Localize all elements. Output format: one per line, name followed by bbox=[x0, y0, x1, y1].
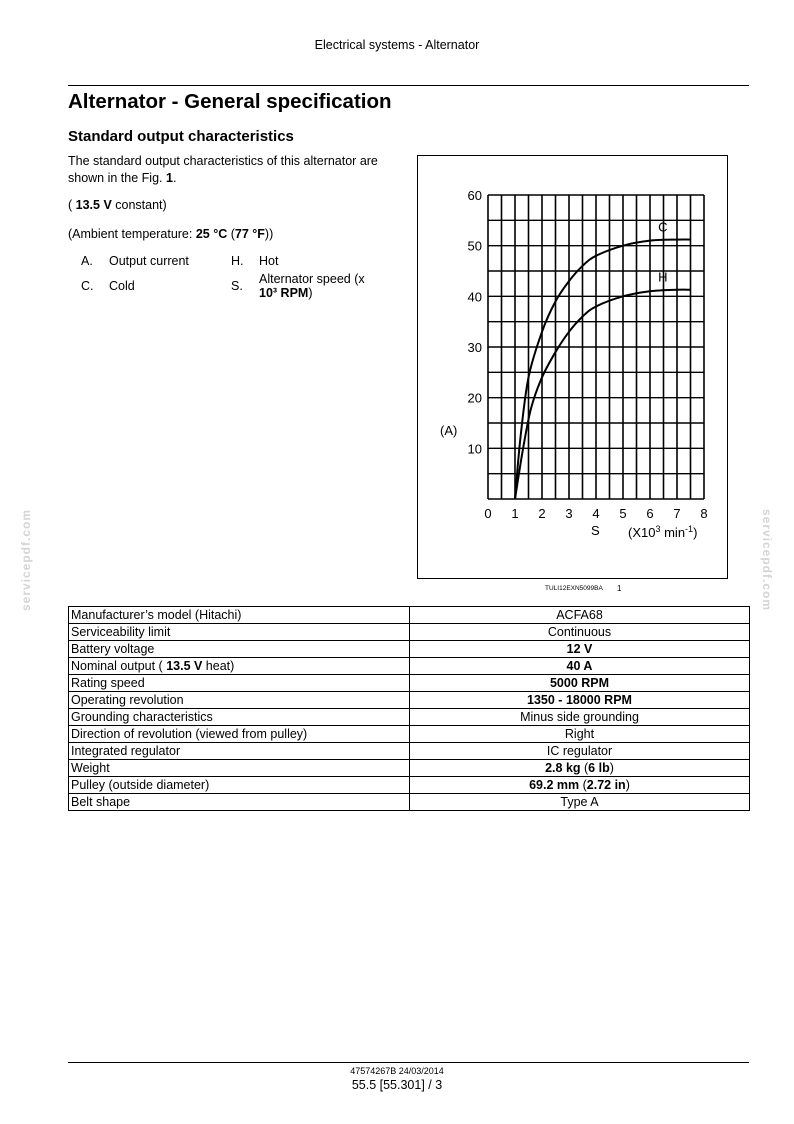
voltage-note-pre: ( bbox=[68, 198, 76, 212]
spec-value-bold: 40 A bbox=[566, 658, 593, 673]
y-tick-label: 60 bbox=[467, 188, 482, 203]
figure-frame bbox=[417, 155, 728, 579]
voltage-note bbox=[68, 198, 167, 212]
spec-table bbox=[68, 606, 750, 811]
legend-key-a: A. bbox=[81, 254, 93, 268]
y-tick-label: 40 bbox=[467, 289, 482, 305]
temp-fahrenheit: 77 °F bbox=[234, 227, 265, 241]
spec-value bbox=[410, 658, 750, 675]
page-title: Alternator - General specification bbox=[68, 90, 392, 113]
spec-value-end: ) bbox=[609, 760, 614, 775]
spec-value bbox=[410, 777, 750, 794]
x-axis-unit-label: ($X10^3$ $\min^{-1}$) bbox=[628, 524, 698, 540]
temp-note-pre: (Ambient temperature: bbox=[68, 227, 196, 241]
output-chart bbox=[418, 156, 727, 578]
legend-key-c: C. bbox=[81, 279, 94, 293]
temp-note-post: )) bbox=[264, 227, 274, 241]
spec-value: Minus side grounding bbox=[410, 709, 750, 726]
table-row bbox=[69, 607, 750, 624]
x-tick-label: 7 bbox=[673, 506, 681, 521]
spec-value-metric: 2.8 kg bbox=[545, 760, 581, 775]
legend-label-s-text: Alternator speed (x bbox=[259, 272, 365, 286]
table-row bbox=[69, 760, 750, 777]
x-tick-label: 1 bbox=[511, 506, 519, 521]
spec-value-imperial: 2.72 in bbox=[586, 777, 626, 792]
spec-value: Continuous bbox=[410, 624, 750, 641]
watermark-left: servicepdf.com bbox=[19, 508, 33, 612]
x-tick-labels bbox=[484, 506, 707, 521]
spec-label-post: heat) bbox=[202, 658, 235, 673]
table-row bbox=[69, 624, 750, 641]
legend-label-s-unit: 10³ RPM bbox=[259, 286, 309, 300]
voltage-value: 13.5 V bbox=[75, 198, 112, 212]
x-tick-label: 5 bbox=[619, 506, 627, 521]
spec-value: Type A bbox=[410, 794, 750, 811]
spec-label-bold: 13.5 V bbox=[166, 658, 203, 673]
top-rule bbox=[68, 85, 749, 86]
x-tick-label: 3 bbox=[565, 506, 573, 521]
spec-value bbox=[410, 675, 750, 692]
x-tick-label: 8 bbox=[700, 506, 708, 521]
legend-key-s: S. bbox=[231, 279, 243, 293]
spec-label-pre: Nominal output ( bbox=[71, 658, 167, 673]
y-axis-label: (A) bbox=[440, 423, 458, 438]
bottom-rule bbox=[68, 1062, 749, 1063]
y-tick-labels bbox=[468, 188, 482, 456]
spec-value: IC regulator bbox=[410, 743, 750, 760]
x-tick-label: 0 bbox=[484, 506, 492, 521]
table-row bbox=[69, 641, 750, 658]
figure-reference: TULI12EXN5099BA bbox=[545, 585, 603, 592]
spec-value-sep: ( bbox=[579, 777, 587, 792]
temp-note-mid: ( bbox=[227, 227, 235, 241]
spec-value bbox=[410, 760, 750, 777]
spec-label: Pulley (outside diameter) bbox=[69, 777, 410, 794]
temperature-note bbox=[68, 227, 273, 241]
y-tick-label: 50 bbox=[467, 238, 482, 254]
spec-value-end: ) bbox=[625, 777, 630, 792]
section-title: Standard output characteristics bbox=[68, 128, 294, 145]
spec-value-bold: 1350 - 18000 RPM bbox=[527, 692, 632, 707]
table-row bbox=[69, 692, 750, 709]
running-header: Electrical systems - Alternator bbox=[314, 38, 480, 52]
figure-number: 1 bbox=[617, 584, 622, 593]
spec-value: ACFA68 bbox=[410, 607, 750, 624]
spec-value-imperial: 6 lb bbox=[588, 760, 610, 775]
spec-label: Grounding characteristics bbox=[69, 709, 410, 726]
legend-label-a: Output current bbox=[109, 254, 189, 268]
watermark-right: servicepdf.com bbox=[760, 508, 774, 612]
voltage-note-post: constant) bbox=[111, 198, 167, 212]
spec-value bbox=[410, 692, 750, 709]
spec-value: Right bbox=[410, 726, 750, 743]
spec-label: Rating speed bbox=[69, 675, 410, 692]
table-row bbox=[69, 709, 750, 726]
y-tick-label: 30 bbox=[467, 340, 482, 355]
document-id: 47574267B 24/03/2014 bbox=[350, 1066, 444, 1076]
legend-label-c: Cold bbox=[109, 279, 135, 293]
spec-value-sep: ( bbox=[580, 760, 589, 775]
spec-label bbox=[69, 658, 410, 675]
spec-label: Manufacturer’s model (Hitachi) bbox=[69, 607, 410, 624]
temp-celsius: 25 °C bbox=[195, 227, 228, 241]
x-tick-label: 4 bbox=[592, 506, 600, 521]
table-row bbox=[69, 658, 750, 675]
legend-label-s-tail: ) bbox=[308, 286, 313, 300]
spec-label: Belt shape bbox=[69, 794, 410, 811]
legend-label-h: Hot bbox=[259, 254, 279, 268]
legend-label-s bbox=[259, 272, 399, 300]
table-row bbox=[69, 794, 750, 811]
spec-label: Battery voltage bbox=[69, 641, 410, 658]
y-tick-label: 10 bbox=[467, 441, 482, 457]
table-row bbox=[69, 675, 750, 692]
y-tick-label: 20 bbox=[467, 390, 482, 406]
x-axis-label-s: S bbox=[591, 523, 600, 538]
spec-label: Weight bbox=[69, 760, 410, 777]
series-label-c: C bbox=[658, 219, 668, 235]
table-row bbox=[69, 777, 750, 794]
x-tick-label: 6 bbox=[646, 506, 654, 521]
page-number: 55.5 [55.301] / 3 bbox=[351, 1078, 443, 1092]
figure-link[interactable]: 1 bbox=[165, 171, 173, 185]
spec-label: Serviceability limit bbox=[69, 624, 410, 641]
spec-label: Direction of revolution (viewed from pulley) bbox=[69, 726, 410, 743]
spec-value bbox=[410, 641, 750, 658]
spec-value-metric: 69.2 mm bbox=[529, 777, 580, 792]
spec-label: Integrated regulator bbox=[69, 743, 410, 760]
legend-key-h: H. bbox=[231, 254, 244, 268]
spec-value-bold: 12 V bbox=[566, 641, 593, 656]
table-row bbox=[69, 743, 750, 760]
spec-value-bold: 5000 RPM bbox=[549, 675, 610, 690]
spec-label: Operating revolution bbox=[69, 692, 410, 709]
table-row bbox=[69, 726, 750, 743]
series-label-h: H bbox=[658, 269, 668, 285]
intro-paragraph: The standard output characteristics of this alternator are shown in the Fig. 1. bbox=[68, 154, 378, 185]
x-tick-label: 2 bbox=[538, 506, 546, 521]
intro-text: The standard output characteristics of this alternator are shown in the Fig. bbox=[68, 154, 378, 185]
